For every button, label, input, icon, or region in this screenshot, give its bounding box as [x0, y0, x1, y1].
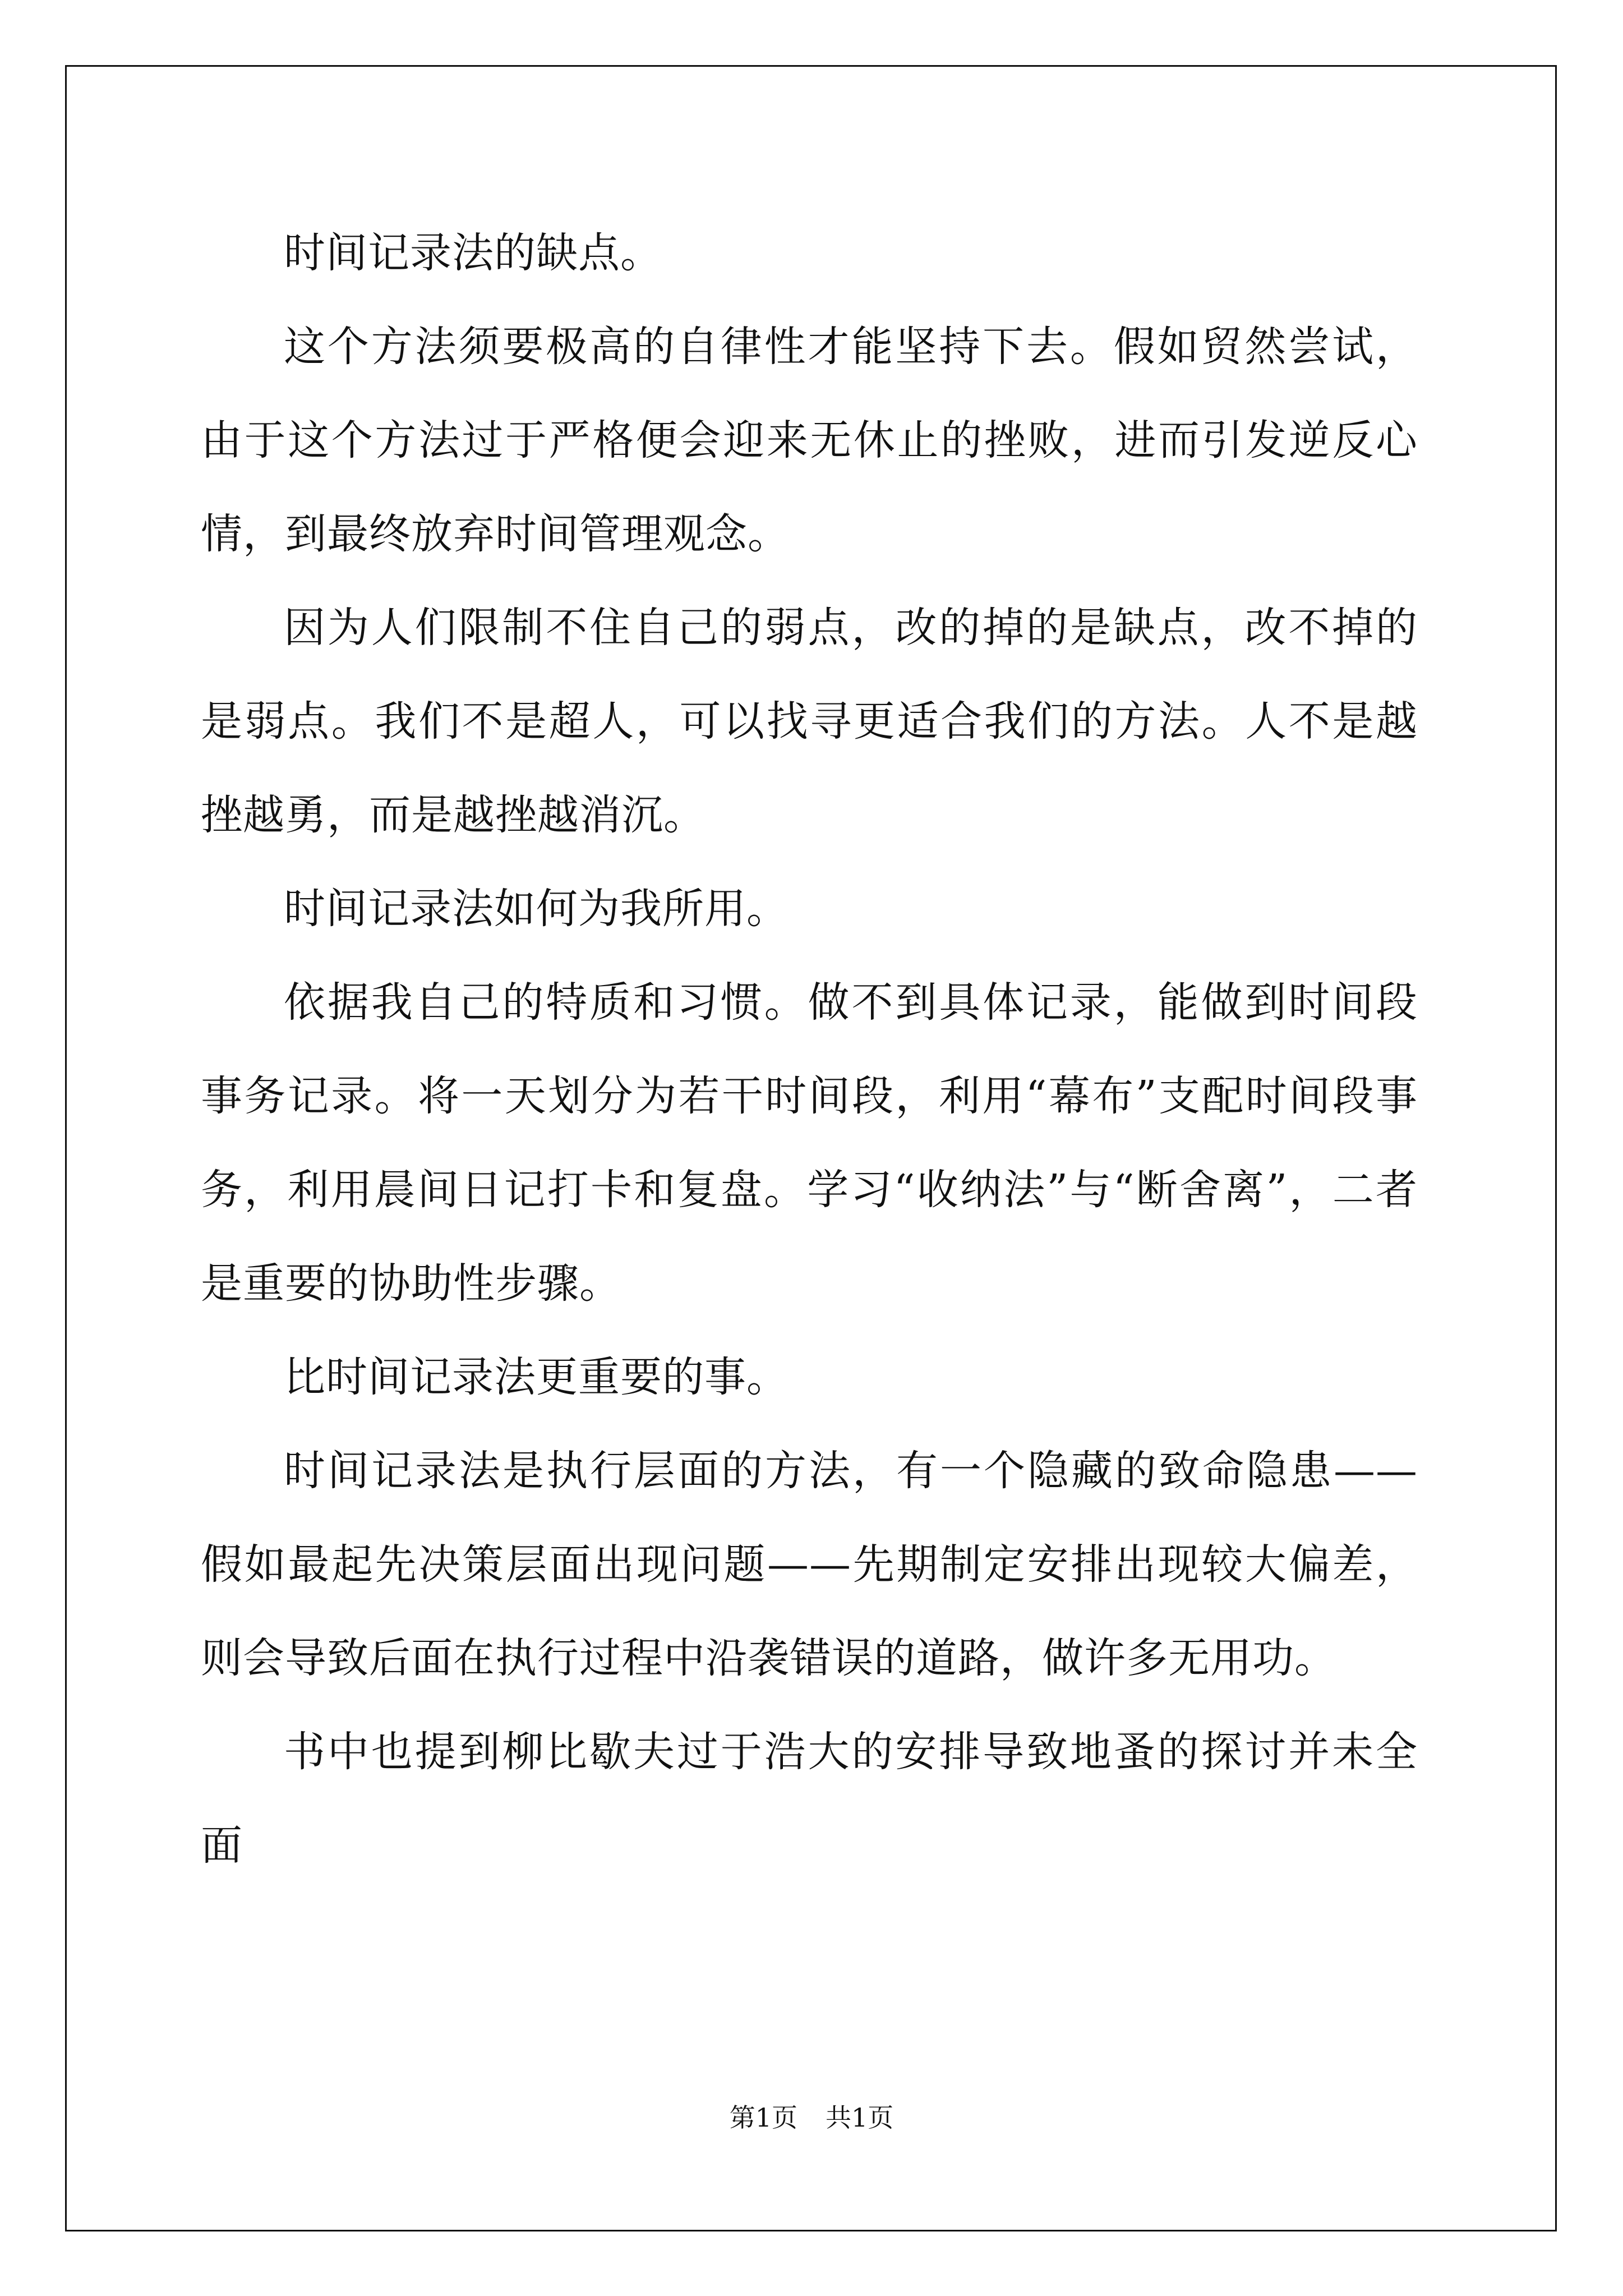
document-body	[201, 206, 1418, 1893]
page-number-current: 第1页	[729, 2102, 797, 2133]
page-number-total: 共1页	[826, 2102, 894, 2133]
paragraph-heading: 比时间记录法更重要的事。	[284, 1353, 789, 1401]
paragraph: 时间记录法是执行层面的方法，有一个隐藏的致命隐患——假如最起先决策层面出现问题——先期制定安排出现较大偏差，则会导致后面在执行过程中沿袭错误的道路，做许多无用功。	[201, 1447, 1418, 1682]
paragraph: 依据我自己的特质和习惯。做不到具体记录，能做到时间段事务记录。将一天划分为若干时间段，利用“幕布”支配时间段事务，利用晨间日记打卡和复盘。学习“收纳法”与“断舍离”，二者是重要的协助性步骤。	[201, 978, 1418, 1308]
paragraph-heading: 时间记录法如何为我所用。	[284, 885, 789, 933]
paragraph-heading: 时间记录法的缺点。	[284, 229, 662, 277]
paragraph: 书中也提到柳比歇夫过于浩大的安排导致地蚤的探讨并未全面	[201, 1728, 1418, 1870]
paragraph: 因为人们限制不住自己的弱点，改的掉的是缺点，改不掉的是弱点。我们不是超人，可以找寻更适合我们的方法。人不是越挫越勇，而是越挫越消沉。	[201, 604, 1418, 839]
paragraph: 这个方法须要极高的自律性才能坚持下去。假如贸然尝试，由于这个方法过于严格便会迎来无休止的挫败，进而引发逆反心情，到最终放弃时间管理观念。	[201, 323, 1418, 558]
page-footer	[0, 2101, 1623, 2134]
